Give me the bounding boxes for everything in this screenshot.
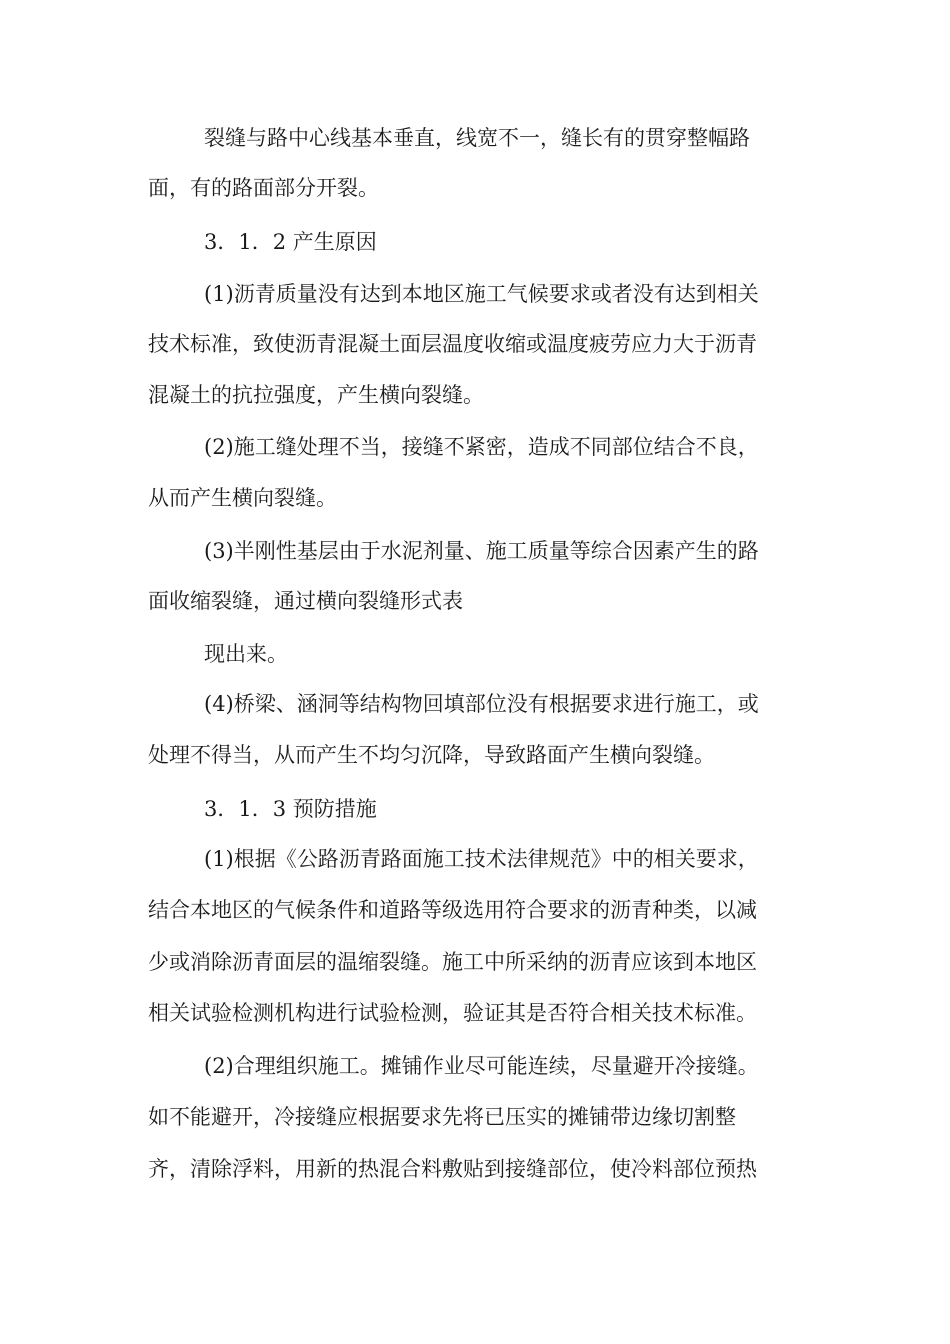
paragraph-line: (4)桥梁、涵洞等结构物回填部位没有根据要求进行施工，或 <box>204 692 759 716</box>
paragraph-line: 从而产生横向裂缝。 <box>148 486 337 510</box>
paragraph-line: 处理不得当，从而产生不均匀沉降，导致路面产生横向裂缝。 <box>148 743 715 767</box>
paragraph-line: (1)根据《公路沥青路面施工技术法律规范》中的相关要求， <box>204 847 759 871</box>
paragraph-line: 混凝土的抗拉强度，产生横向裂缝。 <box>148 383 484 407</box>
paragraph-line: (2)施工缝处理不当，接缝不紧密，造成不同部位结合不良， <box>204 435 759 459</box>
paragraph-line: (3)半刚性基层由于水泥剂量、施工质量等综合因素产生的路 <box>204 539 759 563</box>
section-heading: 3．1．2 产生原因 <box>204 230 377 254</box>
paragraph-line: 少或消除沥青面层的温缩裂缝。施工中所采纳的沥青应该到本地区 <box>148 950 757 974</box>
paragraph-line: 技术标准，致使沥青混凝土面层温度收缩或温度疲劳应力大于沥青 <box>148 332 757 356</box>
paragraph-line: 如不能避开，冷接缝应根据要求先将已压实的摊铺带边缘切割整 <box>148 1105 736 1129</box>
paragraph-line: 面，有的路面部分开裂。 <box>148 176 379 200</box>
paragraph-line: 面收缩裂缝，通过横向裂缝形式表 <box>148 589 463 613</box>
paragraph-line: (1)沥青质量没有达到本地区施工气候要求或者没有达到相关 <box>204 282 759 306</box>
paragraph-line: 裂缝与路中心线基本垂直，线宽不一，缝长有的贯穿整幅路 <box>204 126 750 150</box>
paragraph-line: 结合本地区的气候条件和道路等级选用符合要求的沥青种类，以减 <box>148 898 757 922</box>
paragraph-line: 相关试验检测机构进行试验检测，验证其是否符合相关技术标准。 <box>148 1001 757 1025</box>
section-heading: 3．1．3 预防措施 <box>204 797 377 821</box>
paragraph-line: 齐，清除浮料，用新的热混合料敷贴到接缝部位，使冷料部位预热 <box>148 1157 757 1181</box>
paragraph-line: 现出来。 <box>204 642 288 666</box>
paragraph-line: (2)合理组织施工。摊铺作业尽可能连续，尽量避开冷接缝。 <box>204 1054 759 1078</box>
